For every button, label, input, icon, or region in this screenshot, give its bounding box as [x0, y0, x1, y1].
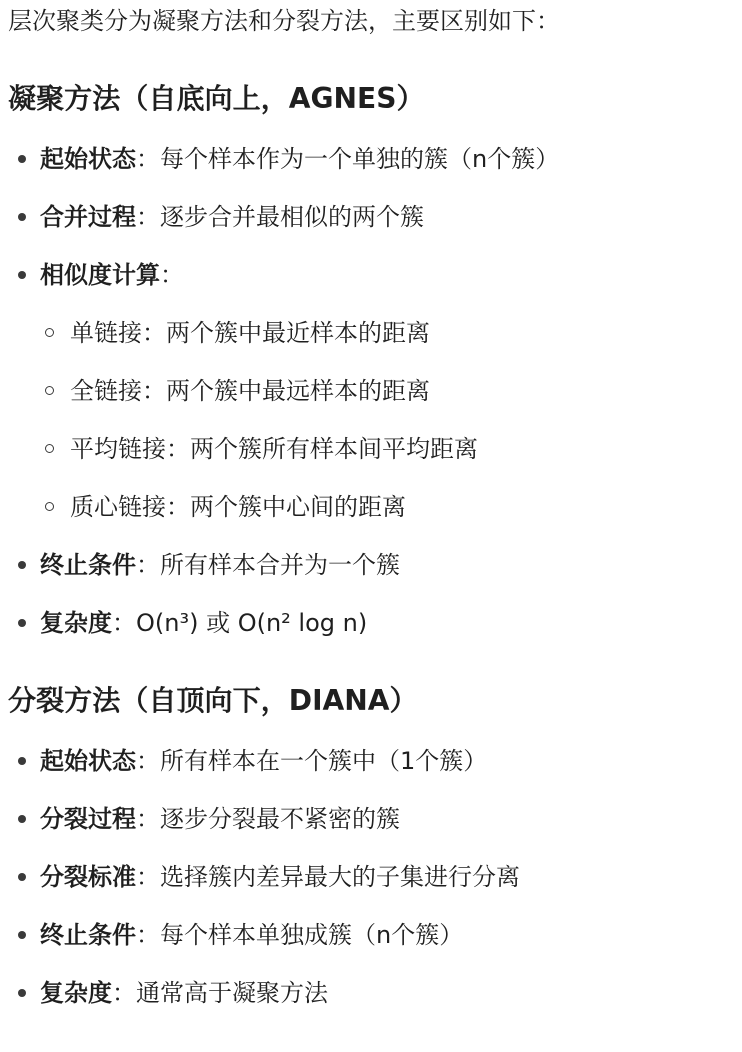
item-description: O(n³) 或 O(n² log n)	[136, 609, 368, 637]
item-description: 所有样本在一个簇中（1个簇）	[160, 747, 488, 775]
sublist-text: 单链接：两个簇中最近样本的距离	[70, 319, 430, 347]
bullet-icon	[18, 271, 26, 279]
sublist-text: 平均链接：两个簇所有样本间平均距离	[70, 435, 478, 463]
list-item	[8, 142, 742, 176]
sublist-text: 全链接：两个簇中最远样本的距离	[70, 377, 430, 405]
agglomerative-heading: 凝聚方法（自底向上，AGNES）	[8, 82, 425, 115]
item-term: 分裂标准	[40, 863, 136, 891]
item-term: 终止条件	[40, 551, 136, 579]
item-description: 通常高于凝聚方法	[136, 979, 328, 1007]
sublist-item	[8, 490, 742, 524]
item-separator: ：	[136, 921, 160, 949]
list-item	[8, 802, 742, 836]
item-description: 选择簇内差异最大的子集进行分离	[160, 863, 520, 891]
list-item	[8, 200, 742, 234]
item-term: 起始状态	[40, 145, 136, 173]
divisive-list	[8, 744, 742, 1010]
agglomerative-list-continued	[8, 548, 742, 640]
item-term: 合并过程	[40, 203, 136, 231]
item-separator: ：	[160, 261, 184, 289]
list-item	[8, 606, 742, 640]
list-item	[8, 548, 742, 582]
list-item	[8, 918, 742, 952]
item-separator: ：	[136, 145, 160, 173]
item-separator: ：	[112, 979, 136, 1007]
sublist-item	[8, 374, 742, 408]
list-item	[8, 258, 742, 292]
hollow-bullet-icon	[45, 444, 54, 453]
item-separator: ：	[136, 805, 160, 833]
bullet-icon	[18, 561, 26, 569]
bullet-icon	[18, 757, 26, 765]
hollow-bullet-icon	[45, 386, 54, 395]
item-description: 每个样本单独成簇（n个簇）	[160, 921, 464, 949]
hollow-bullet-icon	[45, 328, 54, 337]
item-term: 相似度计算	[40, 261, 160, 289]
linkage-sublist	[8, 316, 742, 524]
sublist-text: 质心链接：两个簇中心间的距离	[70, 493, 406, 521]
divisive-heading: 分裂方法（自顶向下，DIANA）	[8, 684, 418, 717]
item-term: 起始状态	[40, 747, 136, 775]
item-separator: ：	[136, 551, 160, 579]
sublist-item	[8, 316, 742, 350]
hollow-bullet-icon	[45, 502, 54, 511]
item-separator: ：	[136, 747, 160, 775]
item-separator: ：	[112, 609, 136, 637]
item-term: 复杂度	[40, 609, 112, 637]
item-separator: ：	[136, 203, 160, 231]
bullet-icon	[18, 873, 26, 881]
bullet-icon	[18, 213, 26, 221]
bullet-icon	[18, 989, 26, 997]
bullet-icon	[18, 815, 26, 823]
item-term: 分裂过程	[40, 805, 136, 833]
list-item	[8, 976, 742, 1010]
bullet-icon	[18, 619, 26, 627]
item-term: 终止条件	[40, 921, 136, 949]
item-description: 逐步合并最相似的两个簇	[160, 203, 424, 231]
bullet-icon	[18, 155, 26, 163]
item-separator: ：	[136, 863, 160, 891]
item-term: 复杂度	[40, 979, 112, 1007]
sublist-item	[8, 432, 742, 466]
item-description: 每个样本作为一个单独的簇（n个簇）	[160, 145, 560, 173]
intro-paragraph: 层次聚类分为凝聚方法和分裂方法，主要区别如下：	[8, 7, 560, 35]
bullet-icon	[18, 931, 26, 939]
item-description: 所有样本合并为一个簇	[160, 551, 400, 579]
list-item	[8, 744, 742, 778]
list-item	[8, 860, 742, 894]
agglomerative-list	[8, 142, 742, 292]
item-description: 逐步分裂最不紧密的簇	[160, 805, 400, 833]
